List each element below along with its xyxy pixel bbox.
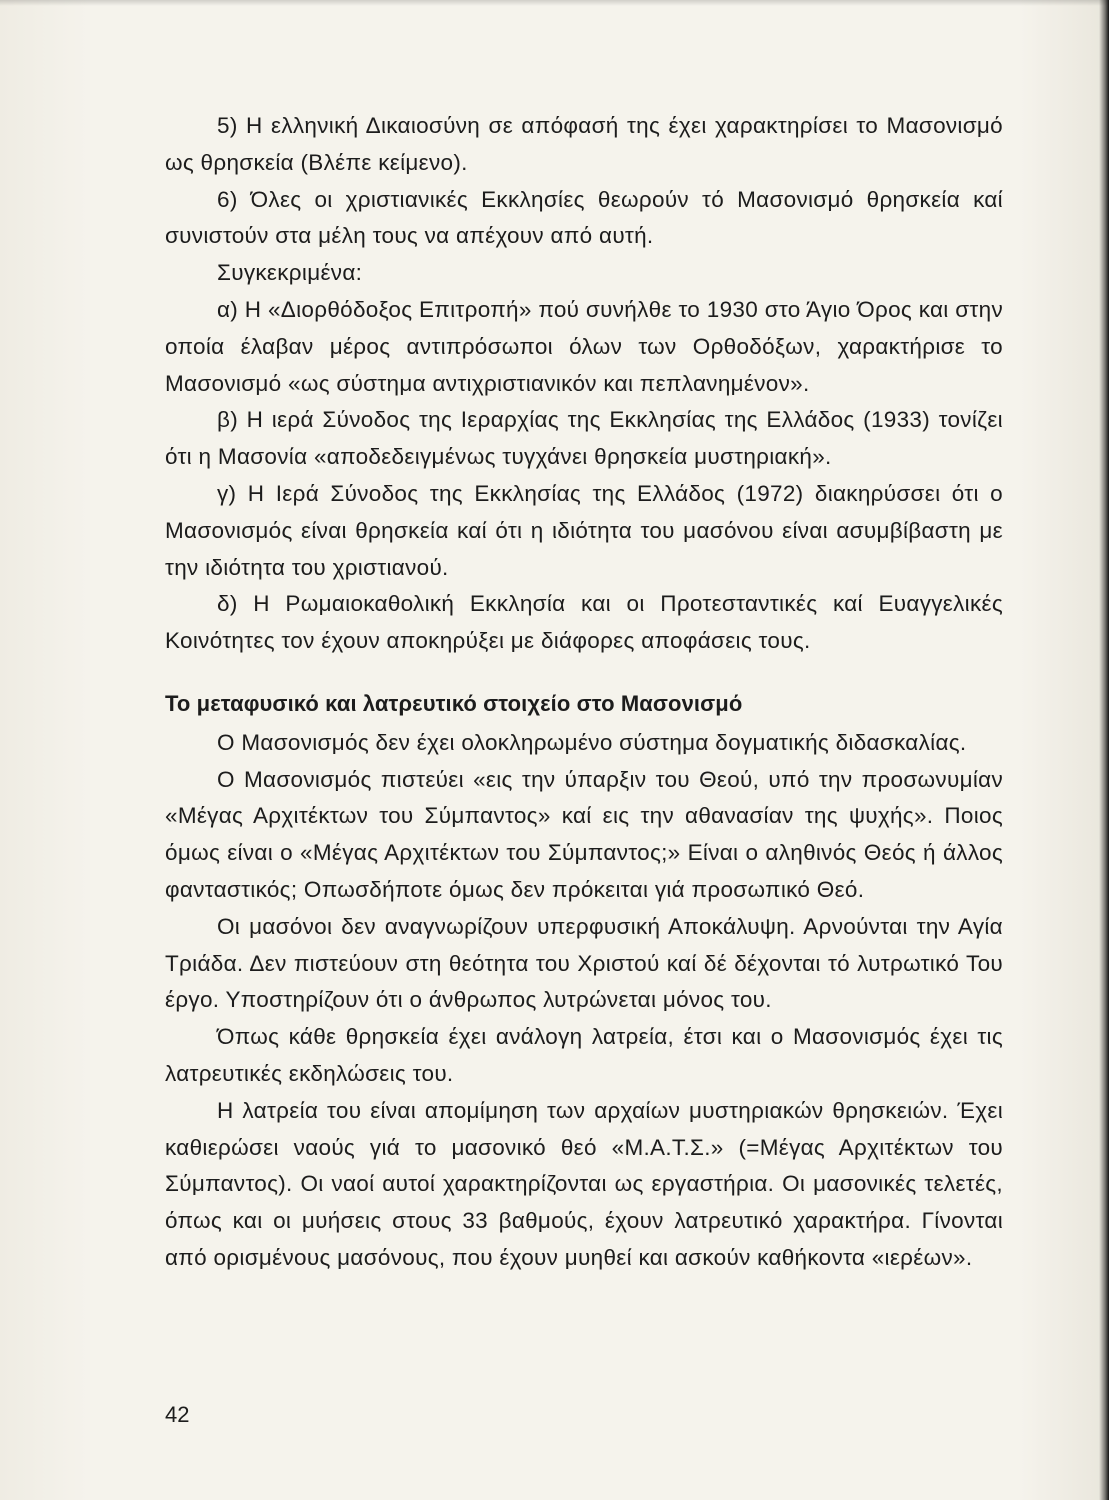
page-binding-shadow [1099,0,1109,1500]
paragraph-rituals: Η λατρεία του είναι απομίμηση των αρχαίων μυστηριακών θρησκειών. Έχει καθιερώσει ναούς γιά το μασονικό θεό «Μ.Α.Τ.Σ.» (=Μέγας Αρχιτέκτων του Σύμπαντος). Οι ναοί αυτοί χαρακτηρίζονται ως εργαστήρια. Οι μασονικές τελετές, όπως και οι μυήσεις στους 33 βαθμούς, έχουν λατρευτικό χαρακτήρα. Γίνονται από ορισμένους μασόνους, που έχουν μυηθεί και ασκούν καθήκοντα «ιερέων». [165,1097,1003,1270]
paragraph-dogma: Ο Μασονισμός δεν έχει ολοκληρωμένο σύστημα δογματικής διδασκαλίας. [217,729,967,755]
page-top-shadow [0,0,1109,6]
paragraph-point-6: 6) Όλες οι χριστιανικές Εκκλησίες θεωρούν τό Μασονισμό θρησκεία καί συνιστούν στα μέλη τους να απέχουν από αυτή. [165,186,1003,249]
page-number: 42 [165,1402,190,1427]
paragraph-belief: Ο Μασονισμός πιστεύει «εις την ύπαρξιν του Θεού, υπό την προσωνυμίαν «Μέγας Αρχιτέκτων του Σύμπαντος» καί εις την αθανασίαν της ψυχής». Ποιος όμως είναι ο «Μέγας Αρχιτέκτων του Σύμπαντος;» Είναι ο αληθινός Θεός ή άλλος φανταστικός; Οπωσδήποτε όμως δεν πρόκειται γιά προσωπικό Θεό. [165,766,1003,902]
page-body [165,108,1003,1277]
paragraph-item-d: δ) Η Ρωμαιοκαθολική Εκκλησία και οι Προτεσταντικές καί Ευαγγελικές Κοινότητες τον έχουν αποκηρύξει με διάφορες αποφάσεις τους. [165,591,1003,654]
paragraph-item-b: β) Η ιερά Σύνοδος της Ιεραρχίας της Εκκλησίας της Ελλάδος (1933) τονίζει ότι η Μασονία «αποδεδειγμένως τυγχάνει θρησκεία μυστηριακή». [165,407,1003,470]
paragraph-item-c: γ) Η Ιερά Σύνοδος της Εκκλησίας της Ελλάδος (1972) διακηρύσσει ότι ο Μασονισμός είναι θρησκεία καί ότι η ιδιότητα του μασόνου είναι ασυμβίβαστη με την ιδιότητα του χριστιανού. [165,480,1003,580]
section-heading: Το μεταφυσικό και λατρευτικό στοιχείο στο Μασονισμό [165,690,743,716]
paragraph-item-a: α) Η «Διορθόδοξος Επιτροπή» πού συνήλθε το 1930 στο Άγιο Όρος και στην οποία έλαβαν μέρος αντιπρόσωποι όλων των Ορθοδόξων, χαρακτήρισε το Μασονισμό «ως σύστημα αντιχριστιανικόν και πεπλανημένον». [165,296,1003,396]
paragraph-revelation: Οι μασόνοι δεν αναγνωρίζουν υπερφυσική Αποκάλυψη. Αρνούνται την Αγία Τριάδα. Δεν πιστεύουν στη θεότητα του Χριστού καί δέ δέχονται τό λυτρωτικό Του έργο. Υποστηρίζουν ότι ο άνθρωπος λυτρώνεται μόνος του. [165,913,1003,1013]
paragraph-point-5: 5) Η ελληνική Δικαιοσύνη σε απόφασή της έχει χαρακτηρίσει το Μασονισμό ως θρησκεία (Βλέπε κείμενο). [165,113,1003,175]
paragraph-worship: Όπως κάθε θρησκεία έχει ανάλογη λατρεία, έτσι και ο Μασονισμός έχει τις λατρευτικές εκδηλώσεις του. [165,1024,1003,1086]
paragraph-specifically: Συγκεκριμένα: [217,260,363,286]
